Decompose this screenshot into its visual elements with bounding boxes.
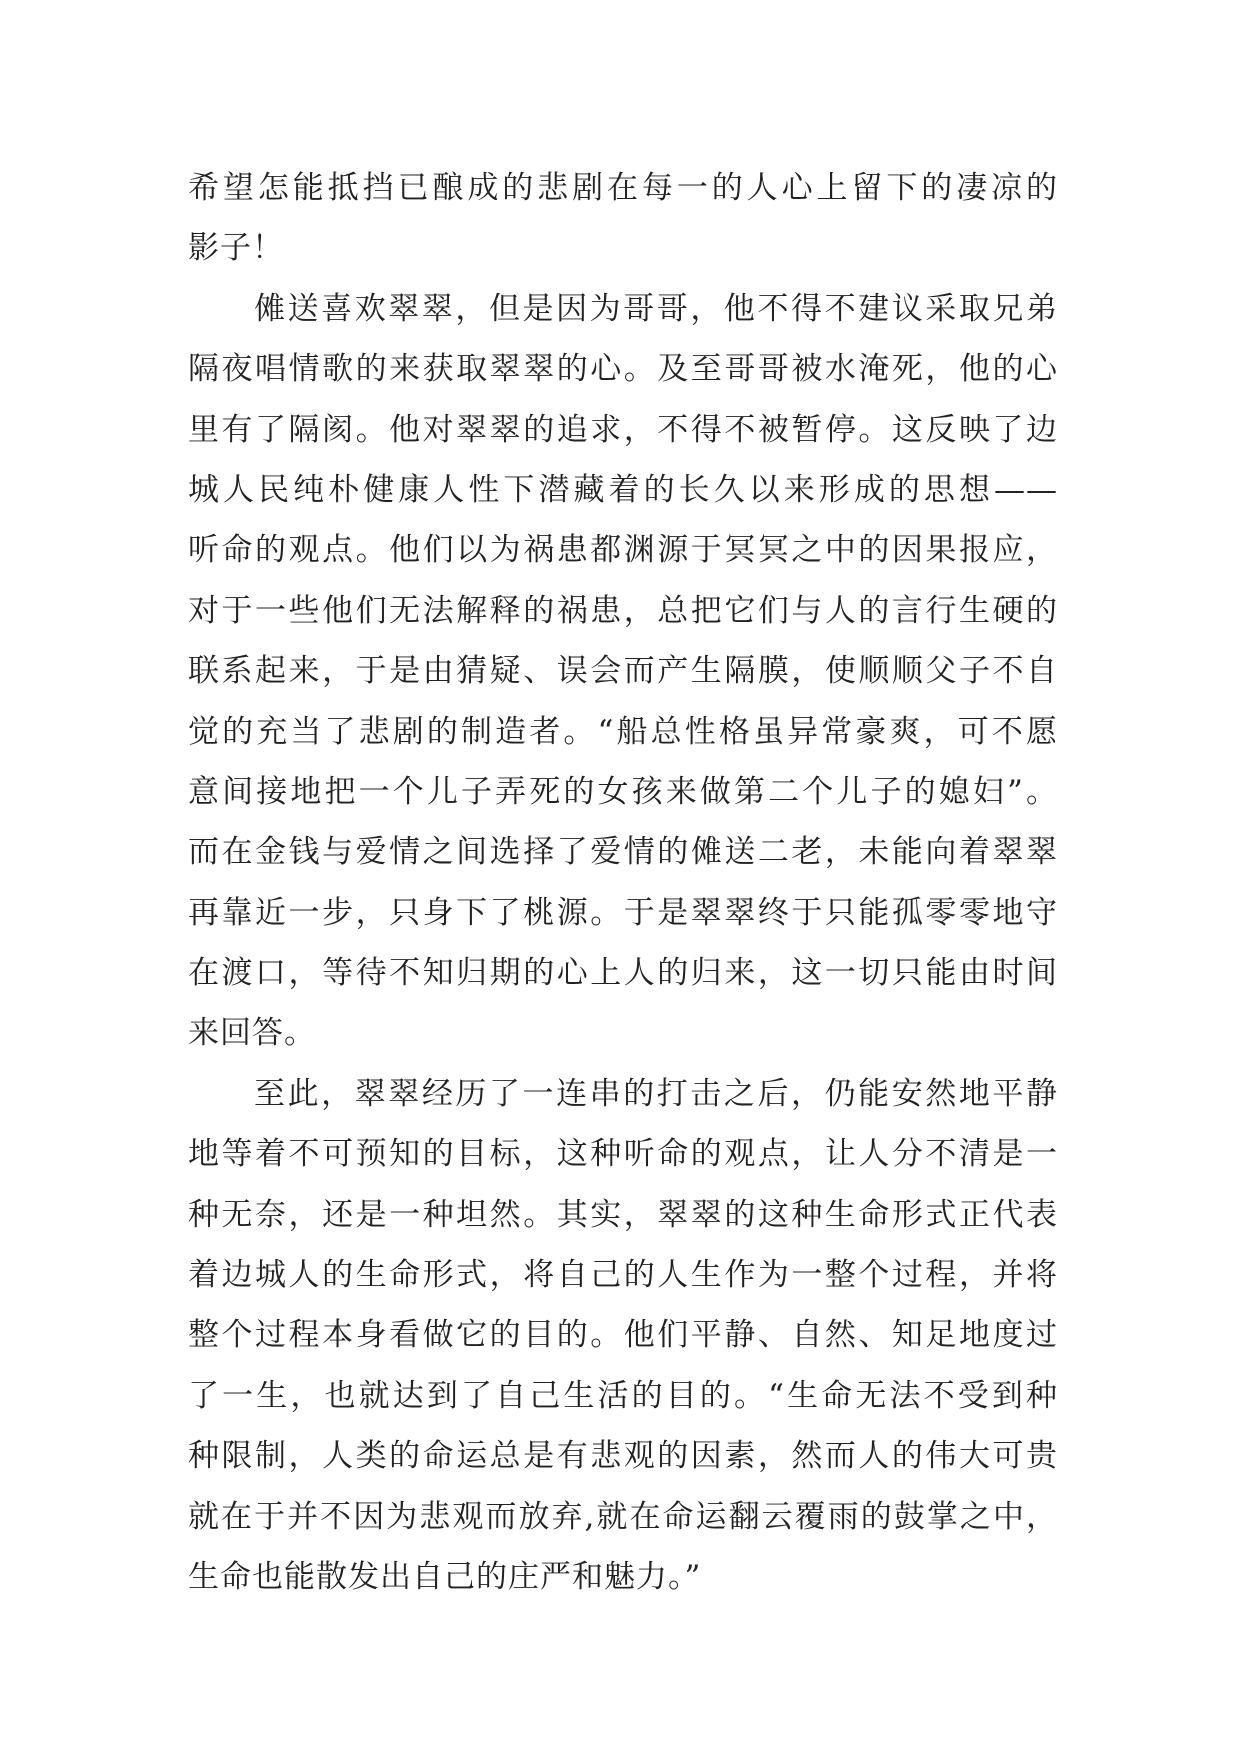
text-line: 隔夜唱情歌的来获取翠翠的心。及至哥哥被水淹死，他的心	[188, 351, 1058, 388]
text-line: 地等着不可预知的目标，这种听命的观点，让人分不清是一	[188, 1136, 1058, 1173]
text-line: 对于一些他们无法解释的祸患，总把它们与人的言行生硬的	[188, 592, 1058, 629]
text-line: 了一生，也就达到了自己生活的目的。“生命无法不受到种	[188, 1377, 1058, 1414]
document-body	[188, 158, 1058, 1607]
text-line: 意间接地把一个儿子弄死的女孩来做第二个儿子的媳妇”。	[188, 773, 1058, 810]
text-line: 城人民纯朴健康人性下潜藏着的长久以来形成的思想——	[188, 471, 1058, 508]
text-line: 再靠近一步，只身下了桃源。于是翠翠终于只能孤零零地守	[188, 894, 1058, 931]
paragraph	[188, 1064, 1058, 1608]
text-line: 整个过程本身看做它的目的。他们平静、自然、知足地度过	[188, 1317, 1058, 1354]
text-line: 听命的观点。他们以为祸患都渊源于冥冥之中的因果报应，	[188, 532, 1058, 569]
text-line: 而在金钱与爱情之间选择了爱情的傩送二老，未能向着翠翠	[188, 834, 1058, 871]
text-line: 联系起来，于是由猜疑、误会而产生隔膜，使顺顺父子不自	[188, 653, 1058, 690]
text-line: 来回答。	[188, 1015, 316, 1052]
text-line: 种无奈，还是一种坦然。其实，翠翠的这种生命形式正代表	[188, 1196, 1058, 1233]
text-line: 觉的充当了悲剧的制造者。“船总性格虽异常豪爽，可不愿	[188, 713, 1058, 750]
text-line: 影子！	[188, 230, 284, 267]
text-line: 傩送喜欢翠翠，但是因为哥哥，他不得不建议采取兄弟	[254, 290, 1058, 327]
text-line: 在渡口，等待不知归期的心上人的归来，这一切只能由时间	[188, 955, 1058, 992]
text-line: 就在于并不因为悲观而放弃,就在命运翻云覆雨的鼓掌之中，	[188, 1498, 1058, 1535]
text-line: 希望怎能抵挡已酿成的悲剧在每一的人心上留下的凄凉的	[188, 170, 1058, 206]
text-line: 至此，翠翠经历了一连串的打击之后，仍能安然地平静	[254, 1075, 1058, 1112]
paragraph	[188, 279, 1058, 1064]
paragraph	[188, 158, 1058, 279]
text-line: 里有了隔阂。他对翠翠的追求，不得不被暂停。这反映了边	[188, 411, 1058, 448]
text-line: 生命也能散发出自己的庄严和魅力。”	[188, 1558, 702, 1595]
text-line: 着边城人的生命形式，将自己的人生作为一整个过程，并将	[188, 1257, 1058, 1294]
text-line: 种限制，人类的命运总是有悲观的因素，然而人的伟大可贵	[188, 1438, 1058, 1475]
